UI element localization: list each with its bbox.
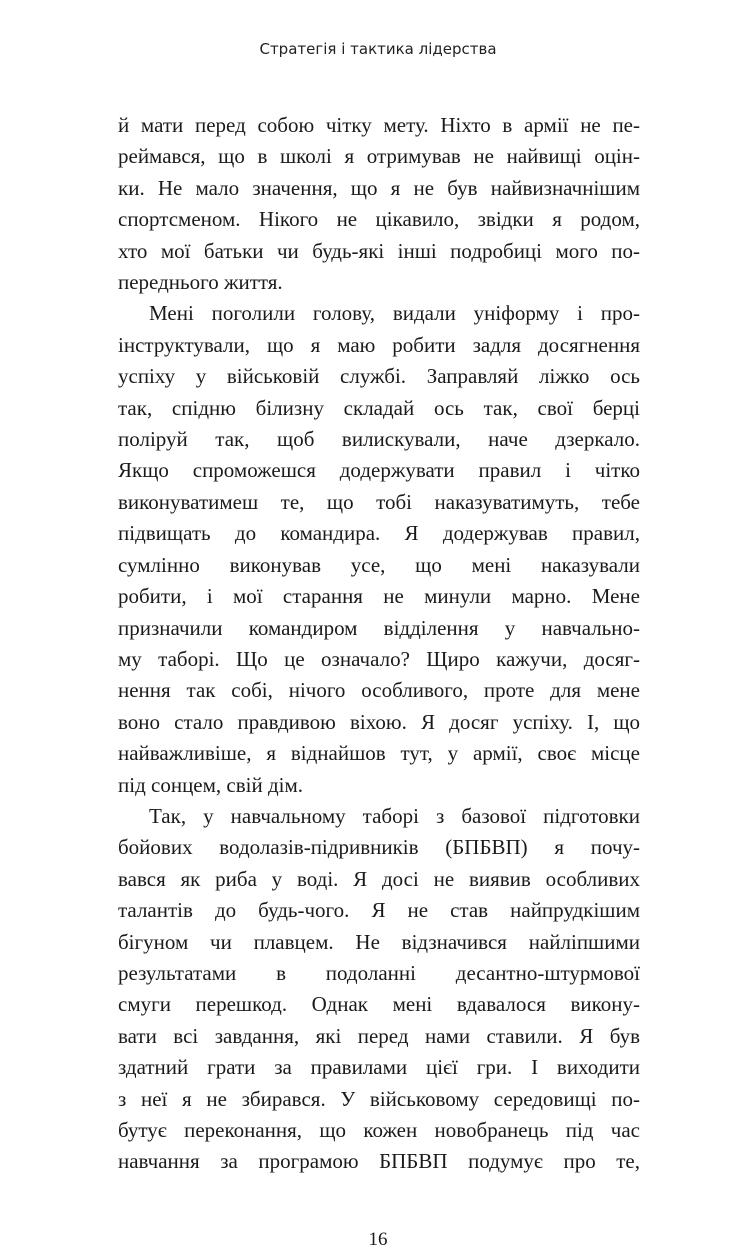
text-line: інструктували, що я маю робити задля досягнення (118, 332, 640, 357)
text-line: спортсменом. Нікого не цікавило, звідки я родом, (118, 207, 640, 232)
paragraph (118, 298, 640, 801)
text-line: хто мої батьки чи будь-які інші подробиці мого по- (118, 238, 640, 263)
text-line: робити, і мої старання не минули марно. Мене (118, 584, 640, 609)
text-line: так, спідню білизну складай ось так, свої берці (118, 395, 640, 420)
text-line: талантів до будь-чого. Я не став найпрудкішим (118, 898, 640, 923)
running-header: Стратегія і тактика лідерства (259, 40, 497, 58)
text-line: виконуватимеш те, що тобі наказуватимуть, тебе (118, 489, 640, 514)
text-line: під сонцем, свій дім. (118, 772, 304, 797)
text-line: бігуном чи плавцем. Не відзначився найліпшими (118, 929, 640, 954)
text-line: реймався, що в школі я отримував не найвищі оцін- (118, 144, 640, 169)
text-line: успіху у військовій службі. Заправляй ліжко ось (118, 364, 640, 389)
text-line: Якщо спроможешся додержувати правил і чітко (118, 458, 640, 483)
text-line: найважливіше, я віднайшов тут, у армії, своє місце (118, 741, 640, 766)
text-line: сумлінно виконував усе, що мені наказували (118, 552, 640, 577)
text-line: ки. Не мало значення, що я не був найвизначнішим (118, 175, 640, 200)
text-line: поліруй так, щоб вилискували, наче дзеркало. (118, 427, 640, 452)
text-line: воно стало правдивою віхою. Я досяг успіху. І, що (118, 709, 640, 734)
text-line: вати всі завдання, які перед нами ставили. Я був (118, 1023, 640, 1048)
paragraph (118, 110, 640, 298)
text-line: підвищать до командира. Я додержував правил, (118, 521, 640, 546)
paragraph (118, 801, 640, 1178)
page-body-text (118, 110, 640, 1178)
page-number: 16 (368, 1228, 388, 1250)
text-line: смуги перешкод. Однак мені вдавалося викону- (118, 992, 640, 1017)
text-line: Так, у навчальному таборі з базової підготовки (149, 803, 640, 828)
text-line: Мені поголили голову, видали уніформу і про- (149, 301, 640, 326)
text-line: призначили командиром відділення у навчально- (118, 615, 640, 640)
text-line: результатами в подоланні десантно-штурмової (118, 960, 640, 985)
text-line: й мати перед собою чітку мету. Ніхто в армії не пе- (118, 113, 640, 137)
text-line: здатний грати за правилами цієї гри. І виходити (118, 1055, 640, 1080)
text-line: нення так собі, нічого особливого, проте для мене (118, 678, 640, 703)
text-line: переднього життя. (118, 270, 283, 295)
text-line: навчання за програмою БПБВП подумує про те, (118, 1149, 640, 1174)
text-line: бутує переконання, що кожен новобранець під час (118, 1118, 640, 1142)
text-line: му таборі. Що це означало? Щиро кажучи, досяг- (118, 646, 640, 671)
text-line: з неї я не збирався. У військовому середовищі по- (118, 1086, 640, 1111)
text-line: бойових водолазів-підривників (БПБВП) я почу- (118, 835, 640, 860)
text-line: вався як риба у воді. Я досі не виявив особливих (118, 866, 640, 891)
